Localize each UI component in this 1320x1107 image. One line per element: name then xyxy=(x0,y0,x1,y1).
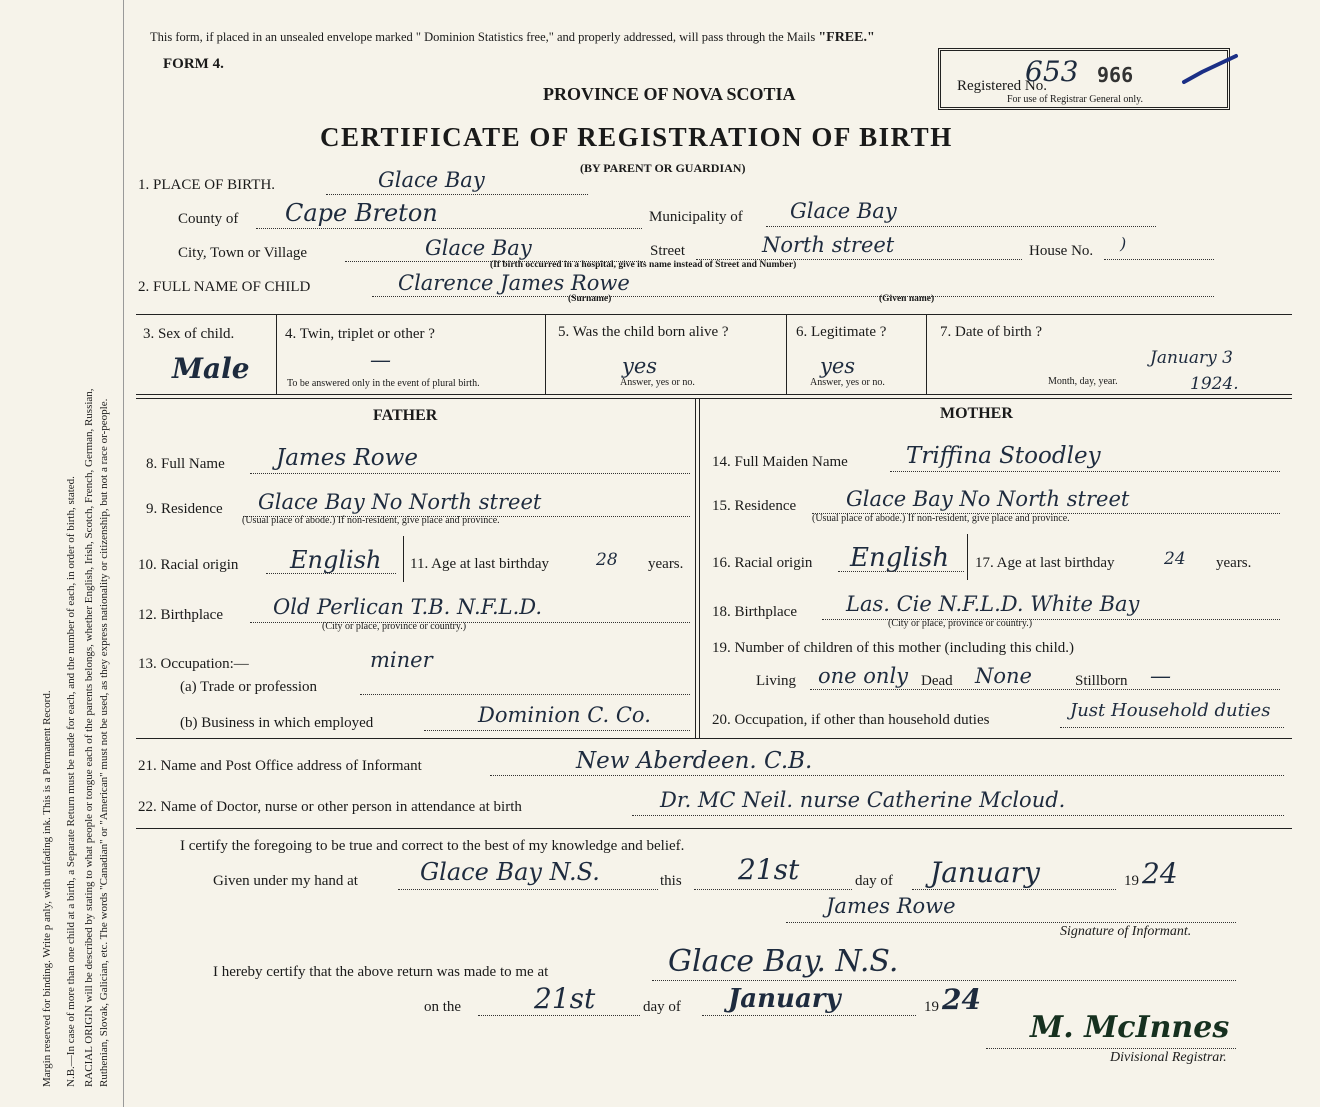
given-day-of-label: day of xyxy=(855,873,893,889)
father-trade-value: miner xyxy=(370,648,433,672)
child-name-value: Clarence James Rowe xyxy=(398,271,630,295)
house-value: ) xyxy=(1120,234,1127,253)
informant-signature: James Rowe xyxy=(826,894,956,918)
father-name-value: James Rowe xyxy=(276,445,418,471)
given-month-line xyxy=(912,889,1116,890)
place-of-birth-value: Glace Bay xyxy=(378,168,485,192)
county-value: Cape Breton xyxy=(285,199,438,227)
registrar-signature-line xyxy=(986,1048,1236,1049)
father-years-label: years. xyxy=(648,556,684,572)
registrar-year-prefix: 19 xyxy=(924,999,939,1015)
parents-bottom-border xyxy=(136,738,1292,739)
alive-note: Answer, yes or no. xyxy=(620,377,695,388)
county-label: County of xyxy=(178,211,239,227)
father-trade-line xyxy=(360,694,690,695)
registrar-year-value: 24 xyxy=(942,983,981,1016)
hospital-note: (If birth occurred in a hospital, give its name instead of Street and Number) xyxy=(490,260,797,270)
binding-margin-rule xyxy=(123,0,124,1107)
certificate-subtitle: (BY PARENT OR GUARDIAN) xyxy=(580,161,746,175)
registrar-day-value: 21st xyxy=(534,982,596,1015)
mother-occupation-line xyxy=(1060,727,1284,728)
street-label: Street xyxy=(650,243,685,259)
mother-dead-value: None xyxy=(975,664,1032,688)
father-race-divider xyxy=(403,536,404,582)
father-birthplace-note: (City or place, province or country.) xyxy=(322,621,467,632)
father-birthplace-value: Old Perlican T.B. N.F.L.D. xyxy=(273,595,543,619)
registrar-month-line xyxy=(702,1015,916,1016)
parents-divider-1 xyxy=(695,398,696,738)
dob-month-day: January 3 xyxy=(1150,348,1233,368)
registered-hw-number: 653 xyxy=(1025,55,1079,88)
registered-label: Registered No. xyxy=(957,78,1047,94)
municipality-line xyxy=(766,226,1156,227)
twin-value: — xyxy=(370,348,391,372)
child-name-line xyxy=(372,296,1214,297)
child-name-label: 2. FULL NAME OF CHILD xyxy=(138,279,311,295)
mother-children-label: 19. Number of children of this mother (including this child.) xyxy=(712,640,1075,656)
certificate-title: CERTIFICATE OF REGISTRATION OF BIRTH xyxy=(320,122,953,152)
father-residence-label: 9. Residence xyxy=(146,501,223,517)
mother-residence-value: Glace Bay No North street xyxy=(846,487,1130,511)
mother-race-value: English xyxy=(850,543,950,573)
county-line xyxy=(256,228,642,229)
father-name-label: 8. Full Name xyxy=(146,456,225,472)
doctor-line xyxy=(632,815,1284,816)
father-age-value: 28 xyxy=(596,550,618,570)
doctor-label: 22. Name of Doctor, nurse or other person in attendance at birth xyxy=(138,799,522,815)
given-year-value: 24 xyxy=(1142,857,1178,890)
sex-label: 3. Sex of child. xyxy=(143,326,235,342)
mother-race-line xyxy=(838,571,964,572)
mother-age-label: 17. Age at last birthday xyxy=(975,555,1115,571)
father-age-label: 11. Age at last birthday xyxy=(410,556,549,572)
twin-label: 4. Twin, triplet or other ? xyxy=(285,326,435,342)
city-value: Glace Bay xyxy=(425,236,532,260)
mail-notice xyxy=(150,30,875,46)
father-name-line xyxy=(250,473,690,474)
surname-note: (Surname) xyxy=(568,294,612,304)
margin-note-2: N.B.—In case of more than one child at a birth, a Separate Return must be made for each, and the number of each, in order of birth, stated. xyxy=(65,476,77,1087)
mother-children-line xyxy=(810,689,1280,690)
margin-note-3: RACIAL ORIGIN will be described by stating to what people or tongue each of the parents belongs, whether English, Irish, Scotch, French, German, Russian, xyxy=(83,388,95,1087)
mother-occupation-label: 20. Occupation, if other than household duties xyxy=(712,712,990,728)
mother-living-label: Living xyxy=(756,673,796,689)
mother-dead-label: Dead xyxy=(921,673,953,689)
alive-label: 5. Was the child born alive ? xyxy=(558,324,729,340)
informant-label: 21. Name and Post Office address of Informant xyxy=(138,758,422,774)
street-value: North street xyxy=(762,233,895,257)
informant-certify-statement: I certify the foregoing to be true and correct to the best of my knowledge and belief. xyxy=(180,838,685,854)
given-day-line xyxy=(694,889,852,890)
house-line xyxy=(1104,259,1214,260)
father-residence-note: (Usual place of abode.) If non-resident, give place and province. xyxy=(242,515,500,526)
twin-note: To be answered only in the event of plural birth. xyxy=(287,378,480,389)
registrar-signature-label: Divisional Registrar. xyxy=(1110,1050,1227,1065)
father-race-label: 10. Racial origin xyxy=(138,557,239,573)
registrar-place-line xyxy=(652,980,1236,981)
margin-note-4: Ruthenian, Slovak, Galician, etc. The words "Canadian" or "American" must not be used, as they express nationality or citizenship, but not a race or-people. xyxy=(98,398,110,1087)
father-business-value: Dominion C. Co. xyxy=(478,703,651,727)
sex-value: Male xyxy=(172,352,250,385)
registrar-general-note: For use of Registrar General only. xyxy=(1007,94,1143,105)
father-occupation-label: 13. Occupation:— xyxy=(138,656,249,672)
given-month-value: January xyxy=(930,856,1040,889)
city-label: City, Town or Village xyxy=(178,245,308,261)
province-heading: PROVINCE OF NOVA SCOTIA xyxy=(543,84,796,104)
registrar-certify-statement: I hereby certify that the above return was made to me at xyxy=(213,964,549,980)
registered-stamp-number: 966 xyxy=(1097,63,1134,87)
boxes-top-border xyxy=(136,314,1292,315)
informant-line xyxy=(490,775,1284,776)
municipality-value: Glace Bay xyxy=(790,199,897,223)
given-day-value: 21st xyxy=(738,853,800,886)
father-trade-label: (a) Trade or profession xyxy=(180,679,318,695)
given-place-value: Glace Bay N.S. xyxy=(420,858,600,886)
informant-signature-line xyxy=(786,922,1236,923)
given-under-hand-label: Given under my hand at xyxy=(213,873,358,889)
given-this-label: this xyxy=(660,873,682,889)
father-birthplace-label: 12. Birthplace xyxy=(138,607,223,623)
dob-note: Month, day, year. xyxy=(1048,376,1118,387)
registrar-on-the-label: on the xyxy=(424,999,462,1015)
registrar-day-line xyxy=(478,1015,640,1016)
father-business-label: (b) Business in which employed xyxy=(180,715,374,731)
given-place-line xyxy=(398,889,658,890)
checkmark-icon xyxy=(1180,52,1240,88)
certification-border xyxy=(136,828,1292,829)
legitimate-label: 6. Legitimate ? xyxy=(796,324,887,340)
father-heading: FATHER xyxy=(373,407,438,424)
alive-value: yes xyxy=(622,354,658,378)
mother-birthplace-label: 18. Birthplace xyxy=(712,604,797,620)
house-label: House No. xyxy=(1029,243,1094,259)
mother-residence-label: 15. Residence xyxy=(712,498,797,514)
box-divider-1 xyxy=(276,314,277,394)
mother-birthplace-value: Las. Cie N.F.L.D. White Bay xyxy=(846,592,1140,616)
municipality-label: Municipality of xyxy=(649,209,743,225)
box-divider-2 xyxy=(545,314,546,394)
mail-notice-free: "FREE." xyxy=(818,30,875,45)
margin-note-1: Margin reserved for binding. Write p anly, with unfading ink. This is a Permanent Record. xyxy=(41,690,53,1087)
dob-label: 7. Date of birth ? xyxy=(940,324,1043,340)
given-year-prefix: 19 xyxy=(1124,873,1139,889)
father-business-line xyxy=(424,730,690,731)
mother-birthplace-note: (City or place, province or country.) xyxy=(888,618,1033,629)
margin-notes xyxy=(40,0,112,1107)
box-divider-4 xyxy=(926,314,927,394)
parents-divider-2 xyxy=(699,398,700,738)
doctor-value: Dr. MC Neil. nurse Catherine Mcloud. xyxy=(660,788,1066,812)
dob-year: 1924. xyxy=(1190,374,1239,394)
mother-name-label: 14. Full Maiden Name xyxy=(712,454,848,470)
father-race-line xyxy=(266,573,396,574)
father-residence-value: Glace Bay No North street xyxy=(258,490,542,514)
mother-living-value: one only xyxy=(818,664,909,688)
registrar-place-value: Glace Bay. N.S. xyxy=(668,944,899,979)
mother-occupation-value: Just Household duties xyxy=(1070,700,1271,721)
mother-years-label: years. xyxy=(1216,555,1252,571)
parents-top-border xyxy=(136,398,1292,399)
boxes-bottom-border xyxy=(136,394,1292,395)
mother-stillborn-label: Stillborn xyxy=(1075,673,1128,689)
mother-residence-note: (Usual place of abode.) If non-resident, give place and province. xyxy=(812,513,1070,524)
box-divider-3 xyxy=(786,314,787,394)
mother-name-value: Triffina Stoodley xyxy=(906,443,1101,469)
legitimate-note: Answer, yes or no. xyxy=(810,377,885,388)
mother-name-line xyxy=(890,471,1280,472)
legitimate-value: yes xyxy=(820,354,856,378)
place-of-birth-label: 1. PLACE OF BIRTH. xyxy=(138,177,276,193)
father-birthplace-line xyxy=(250,622,690,623)
given-name-note: (Given name) xyxy=(879,294,935,304)
registrar-day-of-label: day of xyxy=(643,999,681,1015)
mail-notice-text: This form, if placed in an unsealed envelope marked " Dominion Statistics free," and properly addressed, will pass through the Mails xyxy=(150,30,816,44)
mother-heading: MOTHER xyxy=(940,405,1013,422)
form-number: FORM 4. xyxy=(163,56,224,72)
registrar-month-value: January xyxy=(728,984,841,1014)
mother-race-label: 16. Racial origin xyxy=(712,555,813,571)
registrar-signature: M. McInnes xyxy=(1030,1010,1230,1045)
father-race-value: English xyxy=(290,546,382,574)
informant-value: New Aberdeen. C.B. xyxy=(576,748,813,774)
informant-signature-label: Signature of Informant. xyxy=(1060,924,1192,939)
mother-age-value: 24 xyxy=(1164,549,1186,569)
mother-race-divider xyxy=(967,534,968,580)
mother-stillborn-value: — xyxy=(1150,664,1171,688)
place-of-birth-line xyxy=(326,194,588,195)
